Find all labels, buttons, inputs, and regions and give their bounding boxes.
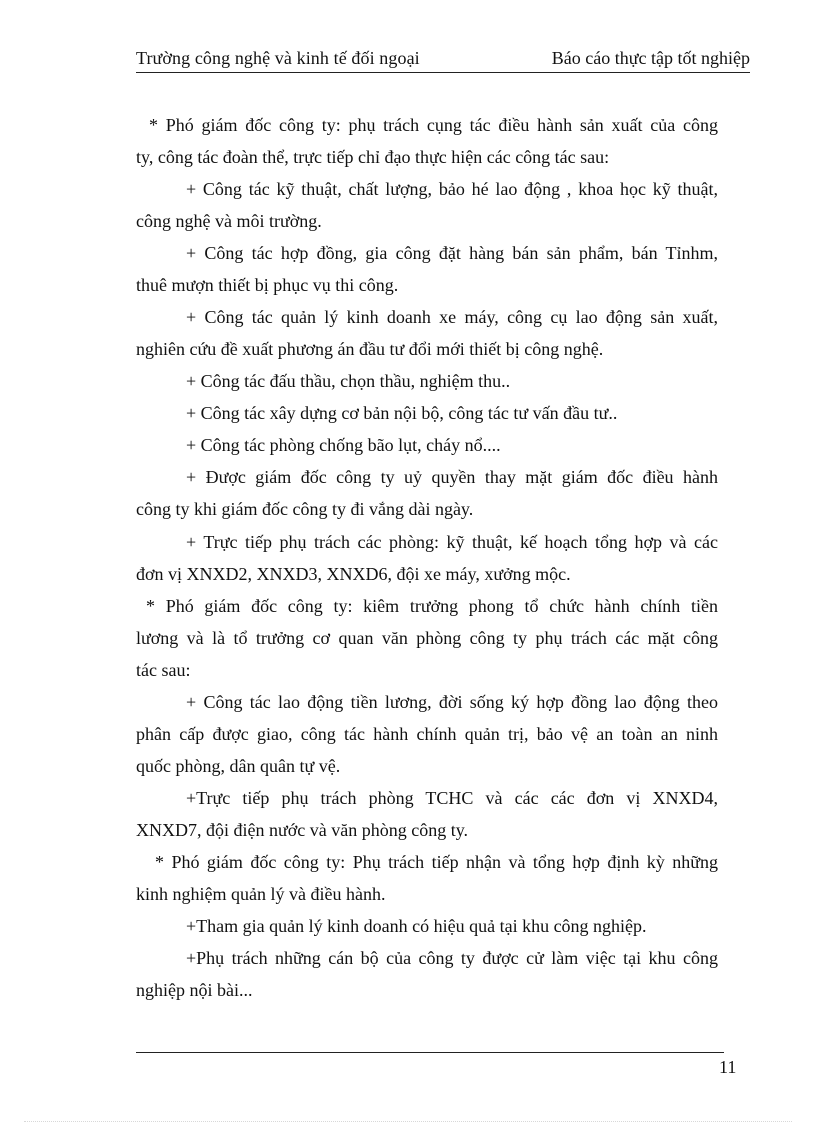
text-line: kinh nghiệm quản lý và điều hành. [136,884,386,904]
text-line: + Công tác đấu thầu, chọn thầu, nghiệm thu.. [186,371,511,391]
text-line: + Công tác phòng chống bão lụt, cháy nổ.... [186,435,501,455]
text-line: +Tham gia quản lý kinh doanh có hiệu quả tại khu công nghiệp. [186,916,647,936]
text-line: * Phó giám đốc công ty: Phụ trách tiếp nhận và tổng hợp định kỳ những [155,852,718,872]
text-line: XNXD7, đội điện nước và văn phòng công ty. [136,820,469,840]
text-line: công ty khi giám đốc công ty đi vắng dài ngày. [136,499,474,519]
text-line: tác sau: [136,660,191,680]
page-number: 11 [719,1057,737,1077]
page-header [136,48,750,74]
text-line: ty, công tác đoàn thể, trực tiếp chỉ đạo thực hiện các công tác sau: [136,147,610,167]
text-line: thuê mượn thiết bị phục vụ thi công. [136,275,399,295]
text-line: + Trực tiếp phụ trách các phòng: kỹ thuật, kế hoạch tổng hợp và các [186,532,718,552]
text-line: nghiên cứu đề xuất phương án đầu tư đổi mới thiết bị công nghệ. [136,339,604,359]
text-line: + Công tác hợp đồng, gia công đặt hàng bán sản phẩm, bán Tỉnhm, [186,243,718,263]
text-line: công nghệ và môi trường. [136,211,322,231]
text-line: +Trực tiếp phụ trách phòng TCHC và các các đơn vị XNXD4, [186,788,718,808]
page-bottom-border [24,1121,792,1122]
text-line: quốc phòng, dân quân tự vệ. [136,756,341,776]
header-report-title: Báo cáo thực tập tốt nghiệp [551,48,750,68]
header-school-name: Trường công nghệ và kinh tế đối ngoại [136,48,420,68]
text-line: + Được giám đốc công ty uỷ quyền thay mặt giám đốc điều hành [186,467,718,487]
header-divider [136,72,750,73]
text-line: phân cấp được giao, công tác hành chính quản trị, bảo vệ an toàn an ninh [136,724,718,744]
text-line: * Phó giám đốc công ty: phụ trách cụng tác điều hành sản xuất của công [149,115,718,135]
text-line: + Công tác xây dựng cơ bản nội bộ, công tác tư vấn đầu tư.. [186,403,618,423]
text-line: +Phụ trách những cán bộ của công ty được cử làm việc tại khu công [186,948,718,968]
text-line: + Công tác quản lý kinh doanh xe máy, công cụ lao động sản xuất, [186,307,718,327]
text-line: đơn vị XNXD2, XNXD3, XNXD6, đội xe máy, xưởng mộc. [136,564,571,584]
text-line: + Công tác kỹ thuật, chất lượng, bảo hé lao động , khoa học kỹ thuật, [186,179,718,199]
text-line: lương và là tổ trưởng cơ quan văn phòng công ty phụ trách các mặt công [136,628,718,648]
text-line: * Phó giám đốc công ty: kiêm trưởng phong tổ chức hành chính tiền [146,596,718,616]
footer-divider [136,1052,724,1053]
text-line: + Công tác lao động tiền lương, đời sống ký hợp đồng lao động theo [186,692,718,712]
text-line: nghiệp nội bài... [136,980,253,1000]
